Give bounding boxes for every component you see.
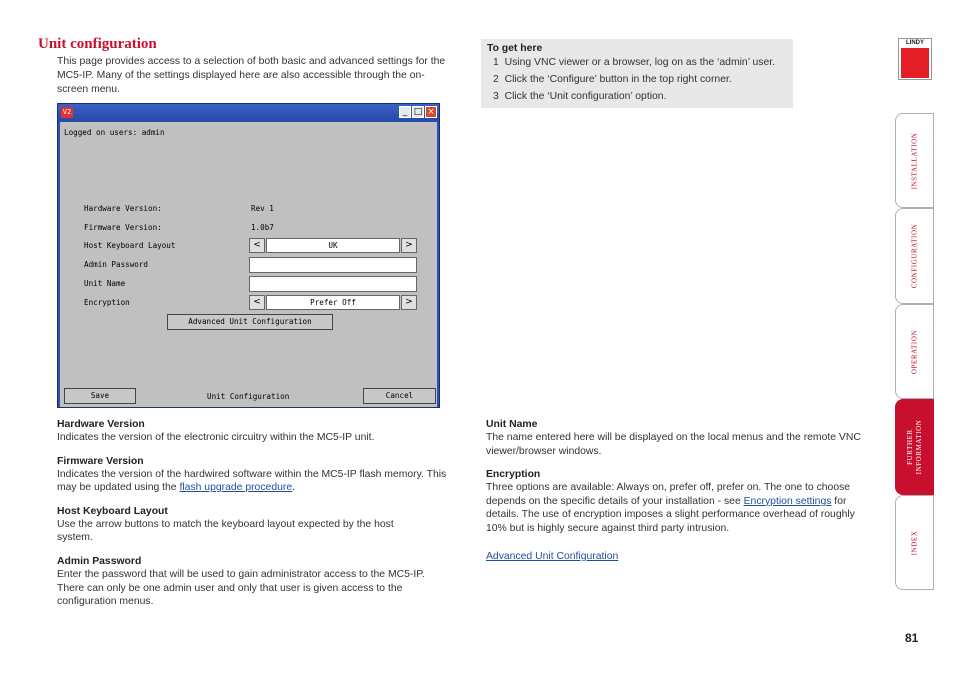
step-number: 1	[493, 57, 499, 68]
encryption-heading: Encryption	[486, 469, 541, 481]
minimize-icon[interactable]: _	[399, 106, 411, 118]
flash-upgrade-link[interactable]: flash upgrade procedure	[179, 482, 293, 494]
tab-index-label: INDEX	[910, 530, 918, 555]
unit-name-heading: Unit Name	[486, 419, 538, 430]
tab-installation[interactable]	[895, 113, 934, 208]
maximize-icon[interactable]: □	[413, 107, 423, 117]
encryption-paragraph	[486, 481, 876, 535]
to-get-here-box	[481, 39, 793, 108]
tab-installation-label: INSTALLATION	[910, 132, 918, 189]
tab-configuration[interactable]	[895, 208, 934, 304]
window-titlebar	[58, 104, 439, 121]
tab-index[interactable]	[895, 495, 934, 590]
step-number: 2	[493, 74, 499, 85]
firmware-version-heading: Firmware Version	[57, 455, 144, 467]
to-get-here-steps	[493, 56, 793, 103]
step-text: Click the ‘Configure’ button in the top right corner.	[504, 74, 732, 85]
right-descriptions	[486, 418, 876, 564]
firmware-version-paragraph	[57, 468, 447, 495]
unit-config-screenshot	[57, 103, 440, 408]
tab-configuration-label: CONFIGURATION	[910, 223, 918, 289]
step-text: Click the ‘Unit configuration’ option.	[504, 91, 667, 102]
unit-name-label: Unit Name	[84, 279, 126, 288]
admin-password-input[interactable]	[249, 257, 417, 273]
encryption-label: Encryption	[84, 298, 130, 307]
close-icon[interactable]: ×	[425, 106, 437, 118]
keyboard-prev-arrow[interactable]: <	[249, 238, 265, 253]
step-3	[493, 90, 793, 103]
step-number: 3	[493, 91, 499, 102]
tab-further-line-1: FURTHER	[905, 429, 914, 465]
lindy-logo	[898, 38, 932, 80]
advanced-config-link[interactable]: Advanced Unit Configuration	[486, 550, 619, 562]
encryption-value: Prefer Off	[266, 295, 400, 310]
firmware-version-label: Firmware Version:	[84, 223, 162, 232]
left-descriptions	[57, 418, 447, 609]
tab-further-information-label	[906, 420, 924, 475]
logged-on-users: Logged on users: admin	[64, 128, 165, 137]
encryption-settings-link[interactable]: Encryption settings	[743, 495, 832, 507]
vnc-logo-icon: V2	[62, 108, 72, 116]
encryption-next-arrow[interactable]: >	[401, 295, 417, 310]
step-1	[493, 56, 793, 69]
intro-text: This page provides access to a selection of both basic and advanced settings for the MC5-IP. Many of the settings displayed here are also accessible through the on-screen menu.	[57, 56, 446, 95]
encryption-tail: for details. The use of encryption imposes a slight performance overhead of roughly 10% but is highly secure against third party intrusion.	[486, 495, 855, 534]
window-caption: Unit Configuration	[207, 392, 290, 401]
tab-operation-label: OPERATION	[910, 329, 918, 374]
page-number: 81	[905, 631, 919, 645]
admin-password-text: Enter the password that will be used to gain administrator access to the MC5-IP. There can only be one admin user and only that user is given access to the configuration menus.	[57, 568, 425, 608]
admin-password-heading: Admin Password	[57, 555, 142, 567]
keyboard-layout-heading: Host Keyboard Layout	[57, 505, 168, 517]
hardware-version-value: Rev 1	[251, 204, 274, 213]
advanced-config-button[interactable]: Advanced Unit Configuration	[167, 314, 333, 330]
keyboard-layout-value: UK	[266, 238, 400, 253]
hardware-version-text: Indicates the version of the electronic circuitry within the MC5-IP unit.	[57, 432, 375, 443]
keyboard-next-arrow[interactable]: >	[401, 238, 417, 253]
encryption-text: Three options are available: Always on, prefer off, prefer on. The one to choose depends on the specific details of your installation - see	[486, 482, 851, 507]
firmware-version-tail: .	[292, 482, 296, 494]
logo-text: LINDY	[906, 40, 924, 46]
tab-further-line-2: INFORMATION	[914, 419, 923, 475]
cancel-button[interactable]: Cancel	[363, 388, 436, 404]
tab-operation[interactable]	[895, 304, 934, 399]
unit-name-text: The name entered here will be displayed on the local menus and the remote VNC viewer/browser windows.	[486, 432, 861, 457]
tab-further-information[interactable]	[895, 399, 934, 495]
step-text: Using VNC viewer or a browser, log on as the ‘admin’ user.	[504, 57, 776, 68]
window-body	[60, 122, 437, 407]
firmware-version-text: Indicates the version of the hardwired software within the MC5-IP flash memory. This may be updated using the	[57, 468, 447, 494]
encryption-prev-arrow[interactable]: <	[249, 295, 265, 310]
to-get-here-heading: To get here	[487, 43, 543, 54]
save-button[interactable]: Save	[64, 388, 136, 404]
keyboard-layout-text: Use the arrow buttons to match the keyboard layout expected by the host system.	[57, 518, 394, 544]
logo-red-block	[901, 48, 929, 78]
admin-password-label: Admin Password	[84, 260, 149, 269]
keyboard-layout-label: Host Keyboard Layout	[84, 241, 176, 250]
hardware-version-label: Hardware Version:	[84, 204, 162, 213]
step-2	[493, 73, 793, 86]
firmware-version-value: 1.0b7	[251, 223, 274, 232]
page-title: Unit configuration	[38, 36, 157, 52]
unit-name-input[interactable]	[249, 276, 417, 292]
hardware-version-heading: Hardware Version	[57, 419, 145, 430]
